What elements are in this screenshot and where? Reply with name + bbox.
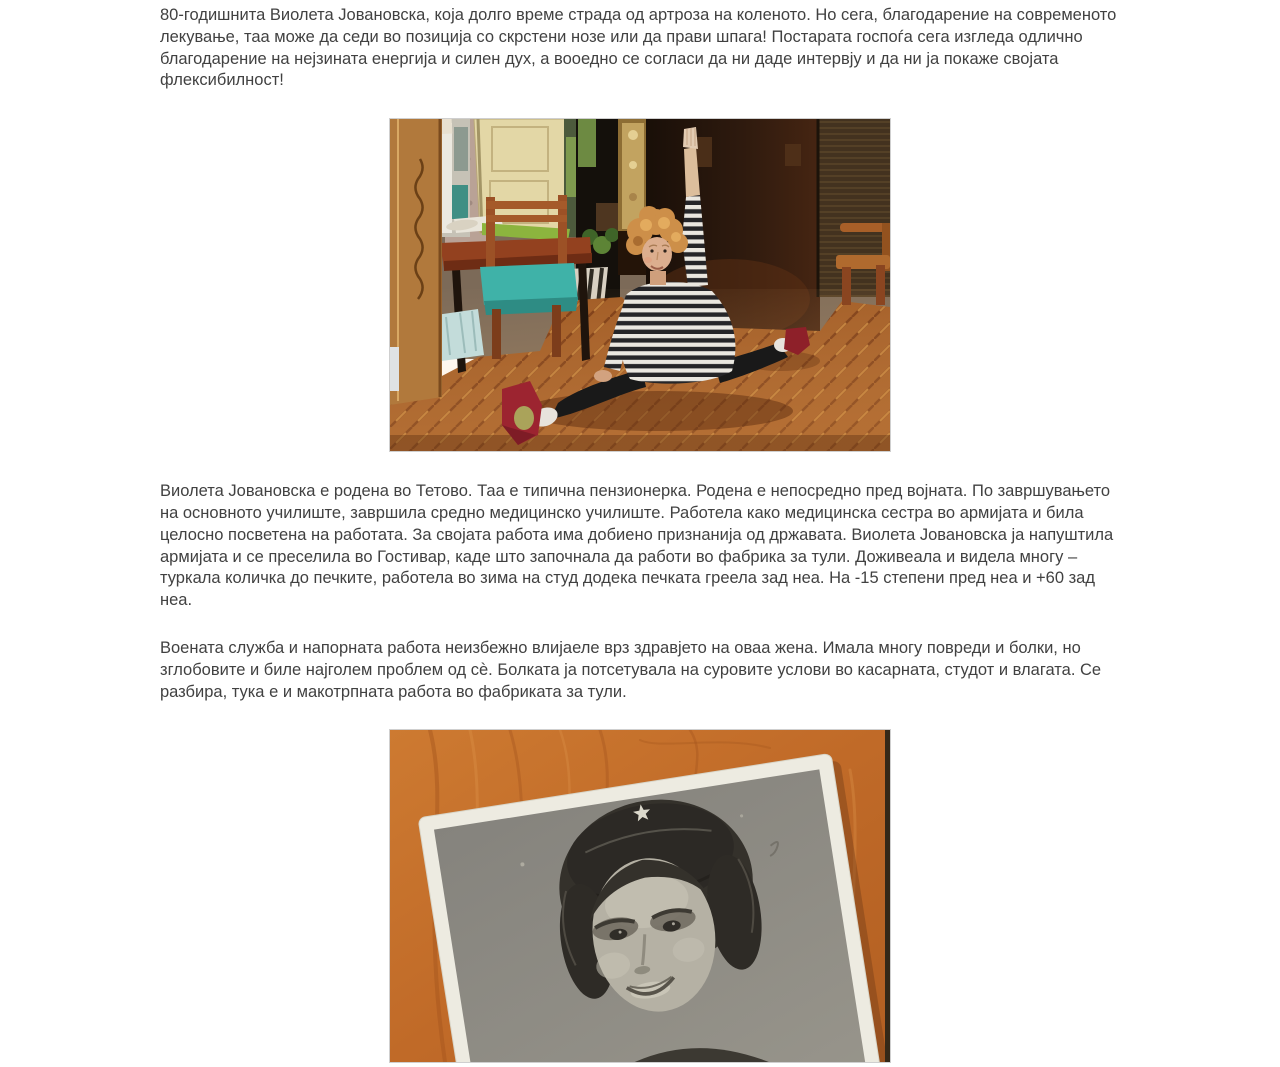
figure-portrait-photo [160,729,1120,1067]
article-paragraph-1: 80-годишнита Виолета Јовановска, која долго време страда од артроза на коленото. Но сега, благодарение на современото лекување, таа може да седи во позиција со скрстени нозе или да прави шпага! Постарата госпоѓа сега изгледа одлично благодарение на нејзината енергија и силен дух, а вооедно се согласи да ни даде интервју и да ни ја покаже својата флексибилност! [160,6,1117,90]
carved-frame [390,119,442,405]
table-edge-shadow [885,730,890,1062]
splits-photo-illustration [390,119,890,451]
figure-splits-photo [160,118,1120,456]
article-paragraph-3: Воената служба и напорната работа неизбежно влијаеле врз здравјето на оваа жена. Имала многу повреди и болки, но зглобовите и биле најголем проблем од сѐ. Болката ја потсетувала на суровите услови во касарната, студот и влагата. Се разбира, тука е и макотрпната работа во фабриката за тули. [160,638,1102,701]
portrait-photo-illustration [390,730,890,1062]
portrait-photo [389,729,891,1063]
article-content [160,0,1120,1067]
splits-photo [389,118,891,452]
article-paragraph-2: Виолета Јовановска е родена во Тетово. Таа е типична пензионерка. Родена е непосредно пред војната. По завршувањето на основното училиште, завршила средно медицинско училиште. Работела како медицинска сестра во армијата и била целосно посветена на работата. За својата работа има добиено признанија од државата. Виолета Јовановска ја напуштила армијата и се преселила во Гостивар, каде што започнала да работи во фабрика за тули. Доживеала и видела многу – туркала количка до печките, работела во зима на студ додека печката греела зад неа. На -15 степени пред неа и +60 зад неа. [160,482,1114,610]
